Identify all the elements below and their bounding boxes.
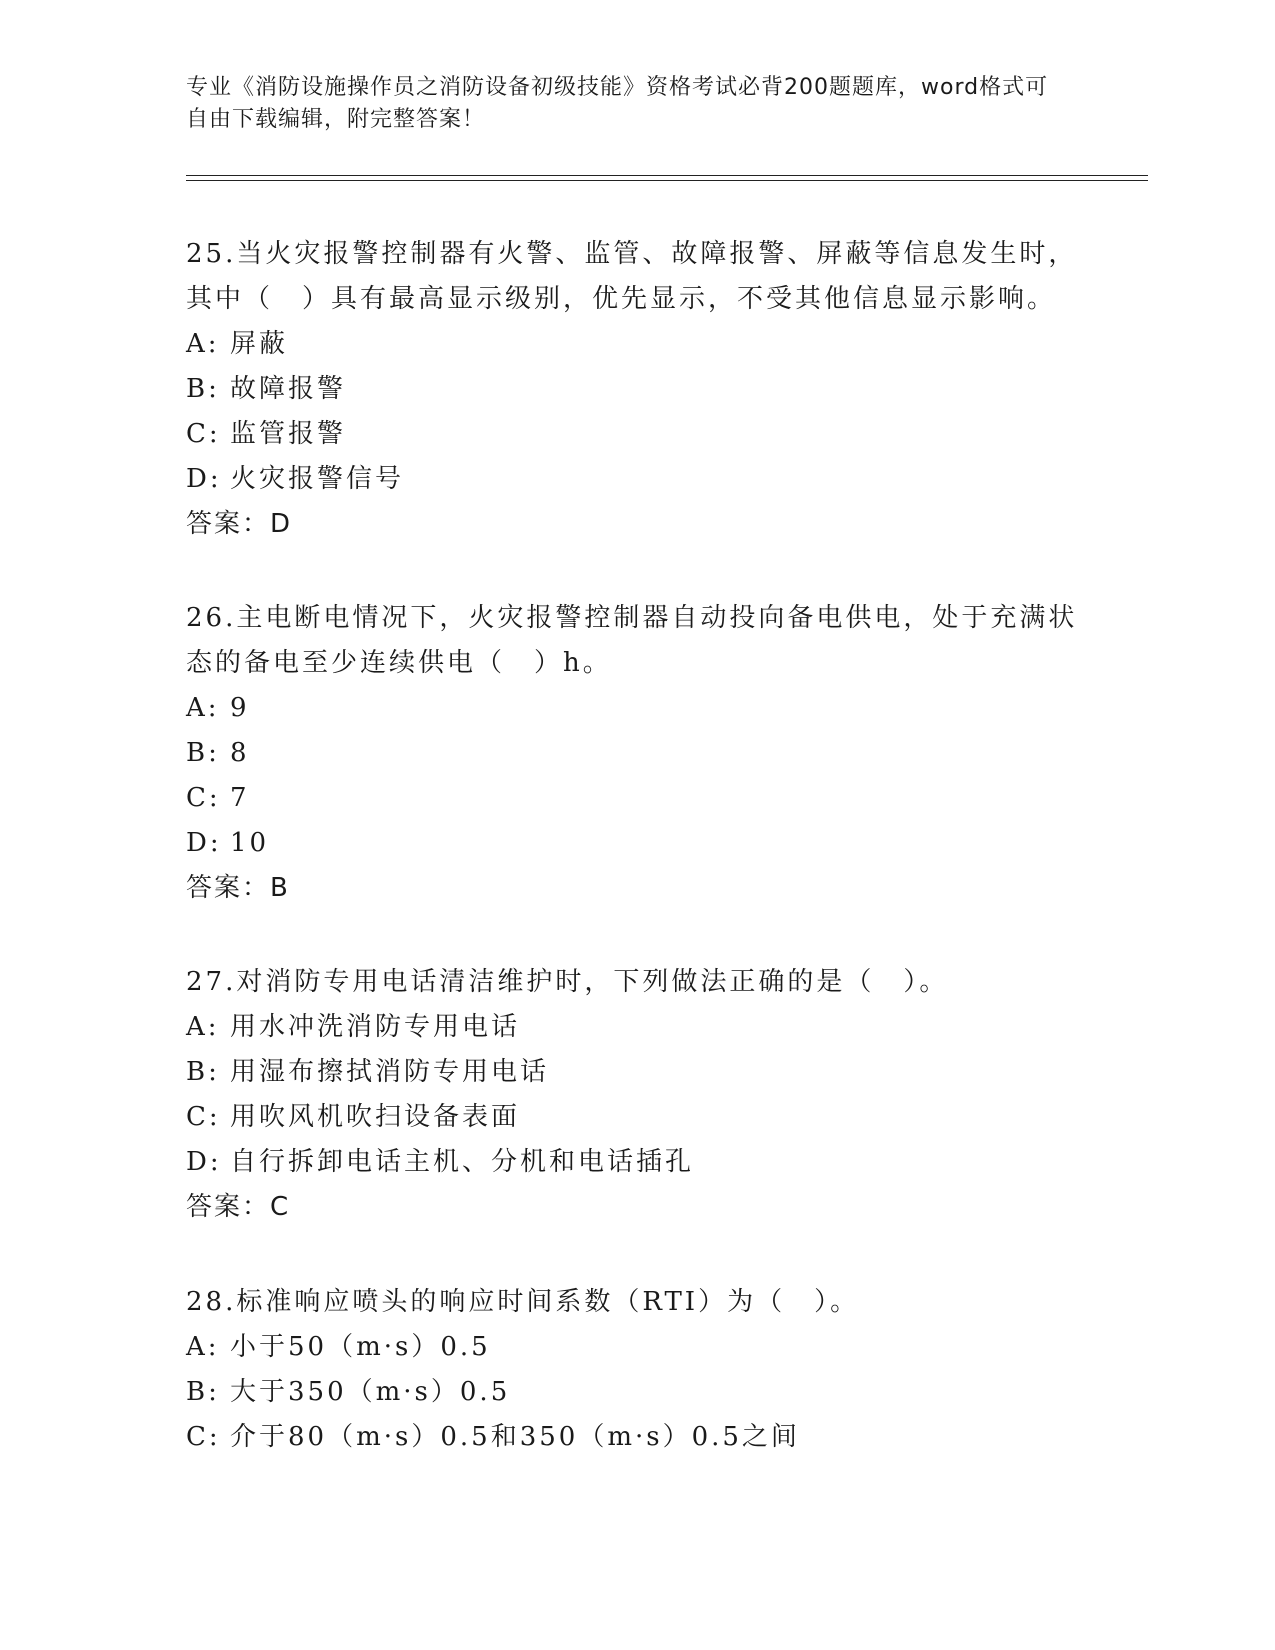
option-key: A: bbox=[186, 1012, 220, 1042]
option-text: 10 bbox=[230, 828, 270, 858]
option-a bbox=[186, 686, 1086, 731]
option-c bbox=[186, 776, 1086, 821]
option-c bbox=[186, 1095, 1086, 1140]
option-text: 9 bbox=[230, 693, 250, 723]
option-a bbox=[186, 1005, 1086, 1050]
option-c bbox=[186, 1415, 1086, 1460]
question-26 bbox=[186, 596, 1086, 911]
option-text: 屏蔽 bbox=[230, 329, 289, 359]
option-key: C: bbox=[186, 783, 221, 813]
question-25 bbox=[186, 232, 1086, 547]
question-27 bbox=[186, 960, 1086, 1230]
option-d bbox=[186, 457, 1086, 502]
option-d bbox=[186, 821, 1086, 866]
option-text: 7 bbox=[230, 783, 250, 813]
option-b bbox=[186, 731, 1086, 776]
option-text: 小于50（m·s）0.5 bbox=[230, 1332, 491, 1362]
option-key: B: bbox=[186, 738, 220, 768]
option-b bbox=[186, 1050, 1086, 1095]
question-stem: 25.当火灾报警控制器有火警、监管、故障报警、屏蔽等信息发生时，其中（ ）具有最高显示级别，优先显示，不受其他信息显示影响。 bbox=[186, 239, 1078, 314]
option-key: B: bbox=[186, 374, 220, 404]
question-stem: 27.对消防专用电话清洁维护时，下列做法正确的是（ ）。 bbox=[186, 967, 949, 997]
option-text: 火灾报警信号 bbox=[230, 464, 405, 494]
option-text: 介于80（m·s）0.5和350（m·s）0.5之间 bbox=[230, 1422, 800, 1452]
option-text: 大于350（m·s）0.5 bbox=[230, 1377, 511, 1407]
option-a bbox=[186, 322, 1086, 367]
option-key: C: bbox=[186, 1422, 221, 1452]
option-text: 8 bbox=[230, 738, 250, 768]
option-text: 监管报警 bbox=[230, 419, 347, 449]
option-c bbox=[186, 412, 1086, 457]
option-key: C: bbox=[186, 1102, 221, 1132]
option-key: A: bbox=[186, 329, 220, 359]
answer-line: 答案：D bbox=[186, 509, 293, 539]
option-key: B: bbox=[186, 1057, 220, 1087]
option-key: D: bbox=[186, 1147, 222, 1177]
option-text: 用湿布擦拭消防专用电话 bbox=[230, 1057, 550, 1087]
option-key: D: bbox=[186, 464, 222, 494]
header-divider-top bbox=[186, 175, 1148, 176]
question-stem: 28.标准响应喷头的响应时间系数（RTI）为（ ）。 bbox=[186, 1287, 860, 1317]
option-text: 用吹风机吹扫设备表面 bbox=[230, 1102, 521, 1132]
option-text: 故障报警 bbox=[230, 374, 347, 404]
option-b bbox=[186, 367, 1086, 412]
header-divider-bottom bbox=[186, 180, 1148, 181]
option-key: A: bbox=[186, 1332, 220, 1362]
option-key: A: bbox=[186, 693, 220, 723]
question-28 bbox=[186, 1280, 1086, 1460]
answer-line: 答案：C bbox=[186, 1192, 291, 1222]
option-key: B: bbox=[186, 1377, 220, 1407]
answer-line: 答案：B bbox=[186, 873, 290, 903]
option-key: D: bbox=[186, 828, 222, 858]
option-text: 自行拆卸电话主机、分机和电话插孔 bbox=[230, 1147, 695, 1177]
option-text: 用水冲洗消防专用电话 bbox=[230, 1012, 521, 1042]
document-header: 专业《消防设施操作员之消防设备初级技能》资格考试必背200题题库，word格式可自由下载编辑，附完整答案！ bbox=[186, 75, 1049, 132]
option-d bbox=[186, 1140, 1086, 1185]
option-b bbox=[186, 1370, 1086, 1415]
option-a bbox=[186, 1325, 1086, 1370]
question-stem: 26.主电断电情况下，火灾报警控制器自动投向备电供电，处于充满状态的备电至少连续供电（ ）h。 bbox=[186, 603, 1078, 678]
option-key: C: bbox=[186, 419, 221, 449]
